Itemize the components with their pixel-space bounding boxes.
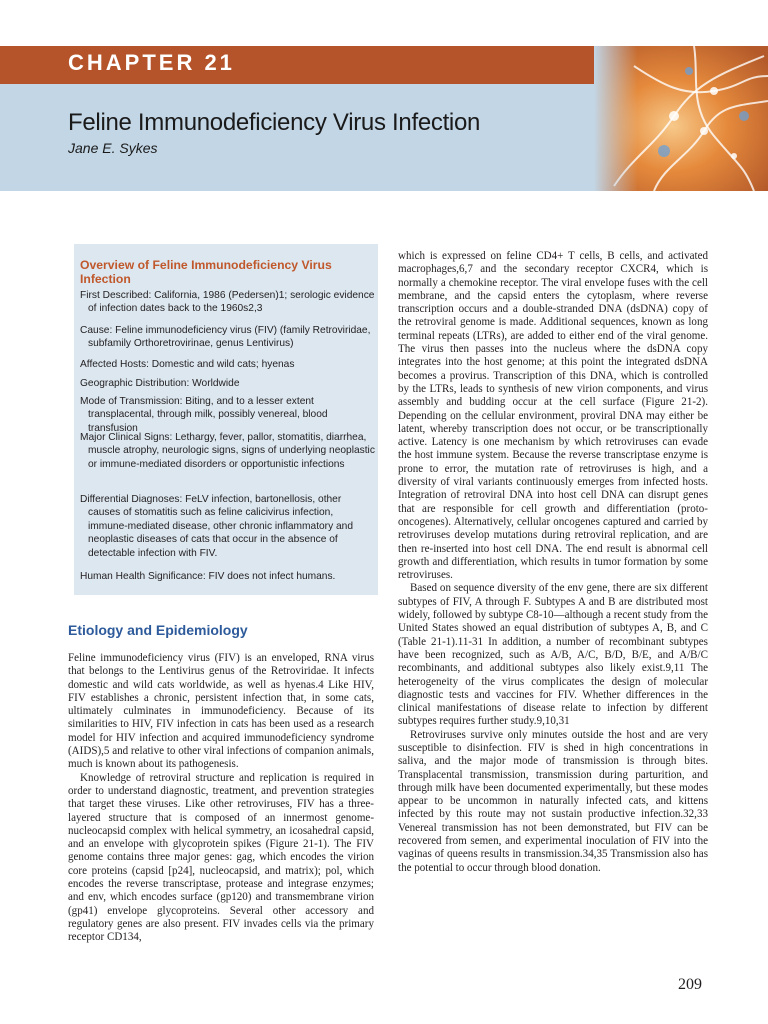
page-number: 209 bbox=[678, 976, 702, 993]
overview-title: Overview of Feline Immunodeficiency Virus Infection bbox=[80, 258, 332, 286]
overview-mode-of-transmission: Mode of Transmission: Biting, and to a lesser extent transplacental, through milk, possibly venereal, blood transfusion bbox=[80, 396, 328, 434]
chapter-cover-image bbox=[594, 46, 768, 191]
chapter-author: Jane E. Sykes bbox=[68, 140, 158, 156]
overview-box bbox=[74, 244, 378, 595]
overview-differential-diagnoses: Differential Diagnoses: FeLV infection, bartonellosis, other causes of stomatitis such as feline calicivirus infection, immune-mediated disease, other chronic inflammatory and neoplastic diseases of cats that occur in the absence of detectable infection with FIV. bbox=[80, 494, 353, 559]
left-column bbox=[68, 652, 374, 945]
chapter-label: CHAPTER 21 bbox=[68, 50, 235, 75]
paragraph: Retroviruses survive only minutes outside the host and are very susceptible to disinfection. FIV is shed in high concentrations in saliva, and the major mode of transmission is through bites. Transplacental transmission, transmission during parturition, and through milk have been documented experimentally, but these modes appear to be uncommon in naturally infected cats, and kittens infected by this route may not sustain productive infection.32,33 Venereal transmission has not been demonstrated, but FIV can be recovered from semen, and experimental inoculation of FIV into the vaginas of queens results in transmission.34,35 Transmission also has the potential to occur through blood donation. bbox=[398, 728, 708, 874]
paragraph: Knowledge of retroviral structure and replication is required in order to understand diagnostic, treatment, and prevention strategies that target these viruses. Like other retroviruses, FIV has a three-layered structure that is composed of an innermost genome-nucleocapsid complex with helical symmetry, an icosahedral capsid, and an envelope with glycoprotein spikes (Figure 21-1). The FIV genome contains three major genes: gag, which encodes the virion core proteins (capsid [p24], nucleocapsid, and matrix); pol, which encodes the reverse transcriptase, protease and integrase enzymes; and env, which encodes surface (gp120) and transmembrane virion (gp41) envelope glycoproteins. Several other accessory and regulatory genes are also present. FIV invades cells via the primary receptor CD134, bbox=[68, 771, 374, 944]
right-column bbox=[398, 250, 708, 875]
overview-major-clinical-signs: Major Clinical Signs: Lethargy, fever, pallor, stomatitis, diarrhea, muscle atrophy, neurologic signs, signs of underlying neoplastic or immune-mediated disorders or opportunistic infections bbox=[80, 432, 375, 470]
paragraph: Feline immunodeficiency virus (FIV) is an enveloped, RNA virus that belongs to the Lentivirus genus of the Retroviridae. It infects domestic and wild cats worldwide, as well as hyenas.4 Like HIV, FIV establishes a chronic, persistent infection that, in some cats, ultimately culminates in immunodeficiency. Because of its similarities to HIV, FIV infection in cats has been used as a research model for HIV infection and acquired immunodeficiency syndrome (AIDS),5 and relative to other viral infections of companion animals, much is known about its pathogenesis. bbox=[68, 652, 374, 771]
chapter-title: Feline Immunodeficiency Virus Infection bbox=[68, 109, 481, 136]
overview-cause: Cause: Feline immunodeficiency virus (FIV) (family Retroviridae, subfamily Orthoretrovirinae, genus Lentivirus) bbox=[80, 325, 371, 350]
paragraph: Based on sequence diversity of the env gene, there are six different subtypes of FIV, A through F. Subtypes A and B are distributed most widely, followed by subtype C8-10—although a recent study from the United States showed an equal distribution of subtypes A, B, and C (Table 21-1).11-31 In addition, a number of recombinant subtypes have been recognized, such as A/B, A/C, B/D, B/E, and A/B/C recombinants, and additional subtypes also likely exist.9,11 The heterogeneity of the virus complicates the design of molecular diagnostic tests and vaccines for FIV. Whether differences in the clinical manifestations of disease relate to infection by different subtypes requires further study.9,10,31 bbox=[398, 582, 708, 728]
overview-first-described: First Described: California, 1986 (Pedersen)1; serologic evidence of infection dates back to the 1960s2,3 bbox=[80, 290, 375, 315]
overview-human-health-significance: Human Health Significance: FIV does not infect humans. bbox=[80, 571, 336, 582]
section-heading: Etiology and Epidemiology bbox=[68, 622, 248, 638]
overview-geographic-distribution: Geographic Distribution: Worldwide bbox=[80, 378, 240, 389]
paragraph: which is expressed on feline CD4+ T cells, B cells, and activated macrophages,6,7 and the secondary receptor CXCR4, which is normally a chemokine receptor. The viral envelope fuses with the cell membrane, and the capsid enters the cytoplasm, where reverse transcription occurs and a double-stranded DNA (dsDNA) copy of the retroviral genome is made. Additional sequences, known as long terminal repeats (LTRs), are added to either end of the viral genome. The virus then passes into the nucleus where the dsDNA copy integrates into the host genome; at this point the integrated dsDNA becomes a provirus. Transcription of this DNA, which is controlled by the LTRs, leads to synthesis of new virion components, and virus assembly and budding occur at the cell surface (Figure 21-2). Depending on the cellular environment, proviral DNA may either be latent, whereby transcription does not occur, or be transcriptionally active. Latency is one mechanism by which retroviruses can evade the host immune system. Because the reverse transcriptase enzyme is prone to error, the mutation rate of retroviruses is high, and a diversity of viral variants continuously emerges from infected hosts. Integration of retroviral DNA into host cell DNA can disrupt genes that are responsible for cell growth and differentiation (proto-oncogenes). Alternatively, cellular oncogenes captured and carried by retroviruses develop mutations during retroviral replication, and are then re-inserted into host cell DNA. The end result is abnormal cell growth and differentiation, which results in tumor formation by some retroviruses. bbox=[398, 250, 708, 582]
overview-affected-hosts: Affected Hosts: Domestic and wild cats; hyenas bbox=[80, 359, 295, 370]
